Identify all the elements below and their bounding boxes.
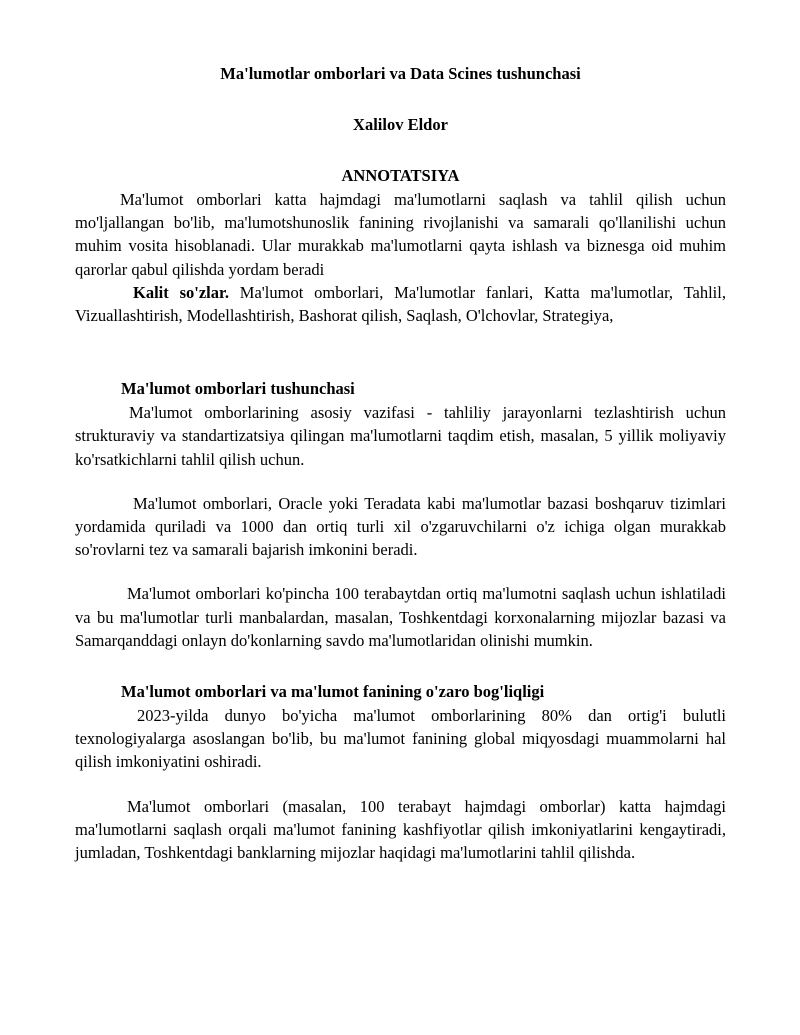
section-heading: Ma'lumot omborlari va ma'lumot fanining o'zaro bog'liqligi <box>121 682 545 702</box>
spacer <box>75 774 726 795</box>
document-title: Ma'lumotlar omborlari va Data Scines tushunchasi <box>220 64 581 83</box>
document-author: Xalilov Eldor <box>353 115 448 134</box>
keywords-list: Ma'lumot omborlari, Ma'lumotlar fanlari, Katta ma'lumotlar, Tahlil, Vizuallashtirish, Modellashtirish, Bashorat qilish, Saqlash, O'lchovlar, Strategiya, <box>75 282 726 326</box>
spacer <box>75 471 726 492</box>
abstract-heading: ANNOTATSIYA <box>341 166 460 185</box>
spacer <box>75 327 726 377</box>
abstract-paragraph: Ma'lumot omborlari katta hajmdagi ma'lumotlarni saqlash va tahlil qilish uchun mo'ljallangan bo'lib, ma'lumotshunoslik fanining rivojlanishi va samarali qo'llanilishi uchun muhim vosita hisoblanadi. Ular murakkab ma'lumotlarni qayta ishlash va biznesga oid muhim qarorlar qabul qilishda yordam beradi <box>75 190 726 279</box>
spacer <box>75 561 726 582</box>
section-heading: Ma'lumot omborlari tushunchasi <box>121 379 355 399</box>
keywords-label: Kalit so'zlar. <box>133 282 229 302</box>
keywords-paragraph <box>75 281 726 327</box>
section-paragraph: Ma'lumot omborlari ko'pincha 100 terabaytdan ortiq ma'lumotni saqlash uchun ishlatiladi va bu ma'lumotlar turli manbalardan, masalan, Toshkentdagi korxonalarning mijozlar bazasi va Samarqanddagi onlayn do'konlarning savdo ma'lumotlaridan olinishi mumkin. <box>75 584 726 650</box>
section-paragraph: Ma'lumot omborlarining asosiy vazifasi - tahliliy jarayonlarni tezlashtirish uchun strukturaviy va standartizatsiya qilingan ma'lumotlarni taqdim etish, masalan, 5 yillik moliyaviy ko'rsatkichlarni tahlil qilish uchun. <box>75 403 726 469</box>
section-paragraph: 2023-yilda dunyo bo'yicha ma'lumot omborlarining 80% dan ortig'i bulutli texnologiyalarga asoslangan bo'lib, bu ma'lumot fanining global miqyosdagi muammolarni hal qilish imkoniyatini oshiradi. <box>75 706 726 772</box>
spacer <box>75 652 726 680</box>
section-paragraph: Ma'lumot omborlari (masalan, 100 terabayt hajmdagi omborlar) katta hajmdagi ma'lumotlarni saqlash orqali ma'lumot fanining kashfiyotlar qilish imkoniyatlarini kengaytiradi, jumladan, Toshkentdagi banklarning mijozlar haqidagi ma'lumotlarini tahlil qilishda. <box>75 796 726 863</box>
section-paragraph: Ma'lumot omborlari, Oracle yoki Teradata kabi ma'lumotlar bazasi boshqaruv tizimlari yordamida quriladi va 1000 dan ortiq turli xil o'zgaruvchilarni o'z ichiga olgan murakkab so'rovlarni tez va samarali bajarish imkonini beradi. <box>75 493 726 560</box>
